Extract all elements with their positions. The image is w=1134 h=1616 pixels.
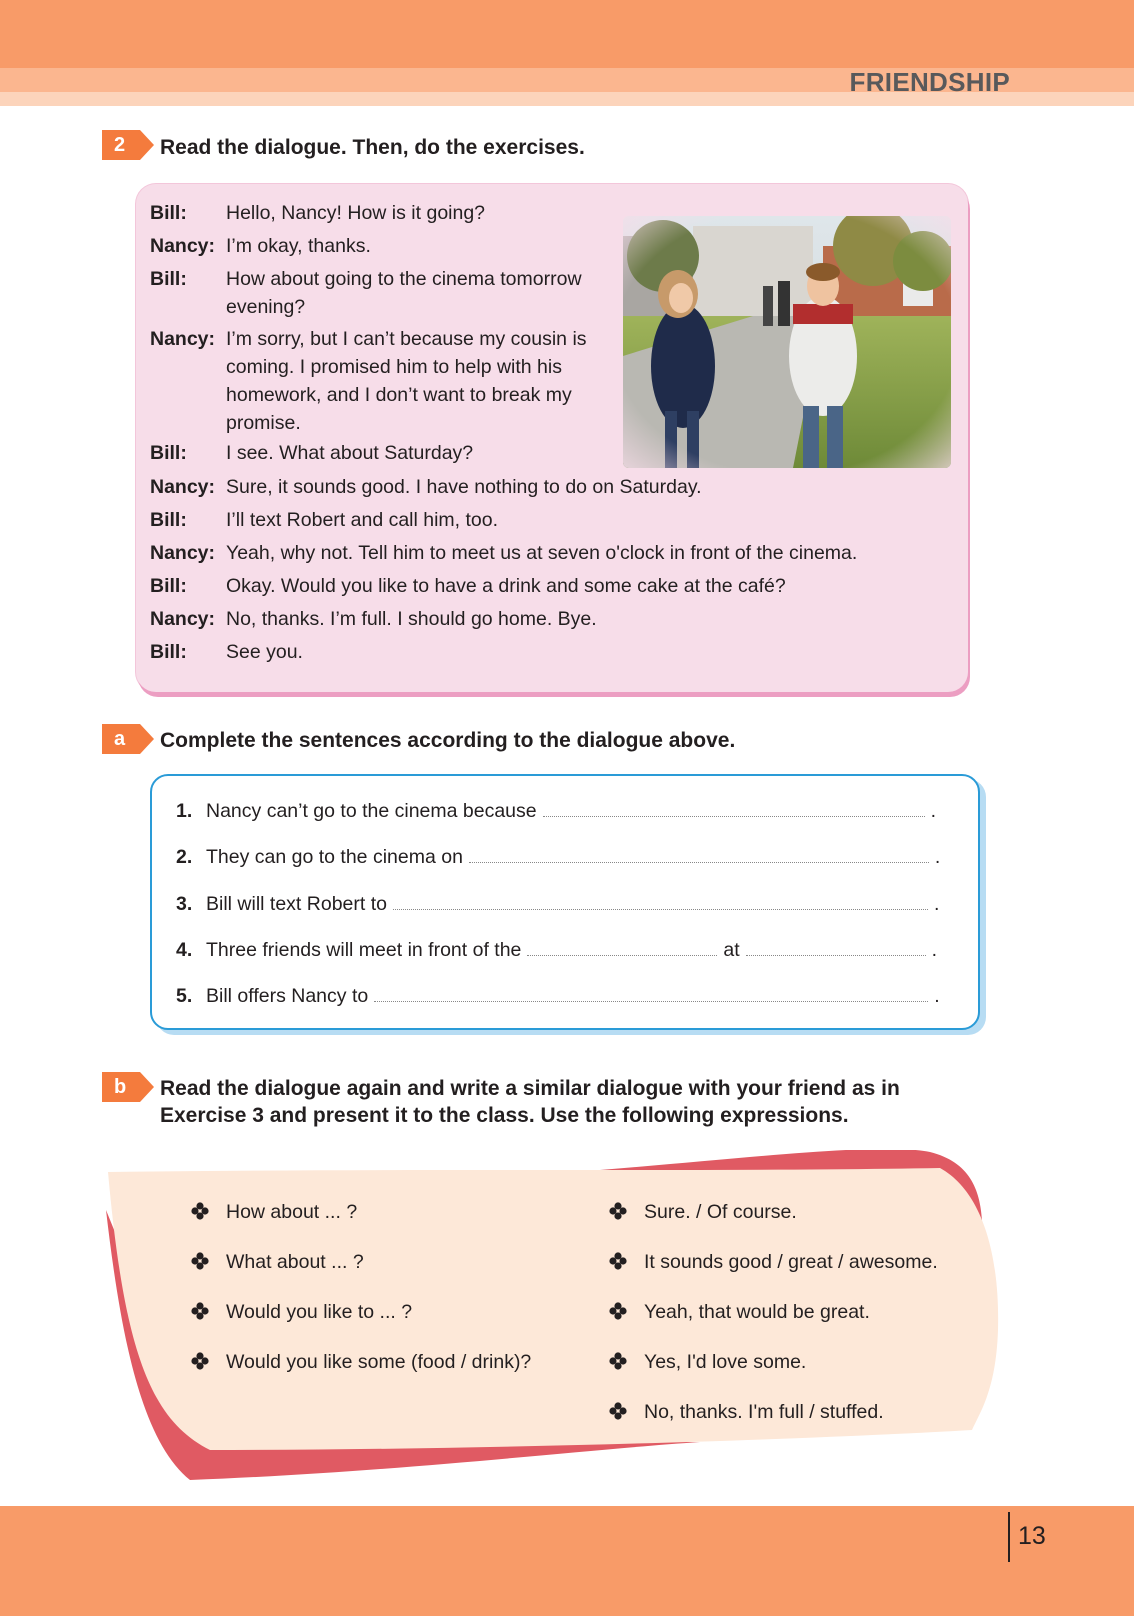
item-number: 2. <box>176 846 193 868</box>
completion-item <box>176 889 956 919</box>
expression-right <box>608 1248 938 1276</box>
clover-bullet-icon <box>608 1351 628 1371</box>
speaker: Bill: <box>150 268 187 290</box>
dialogue-line <box>150 199 610 227</box>
exercise-a-instruction: Complete the sentences according to the dialogue above. <box>160 729 736 752</box>
dialogue-line <box>150 638 950 666</box>
item-end: . <box>934 985 940 1007</box>
exercise-2-instruction: Read the dialogue. Then, do the exercises. <box>160 136 585 159</box>
expression-text: Would you like to ... ? <box>226 1301 413 1323</box>
clover-bullet-icon <box>608 1251 628 1271</box>
dialogue-line <box>150 605 950 633</box>
dialogue-line <box>150 325 610 437</box>
answer-blank[interactable] <box>746 935 926 956</box>
answer-blank[interactable] <box>469 842 929 863</box>
expression-text: How about ... ? <box>226 1201 358 1223</box>
exercise-a-badge: a <box>102 724 140 754</box>
clover-bullet-icon <box>190 1301 210 1321</box>
speaker: Bill: <box>150 442 187 464</box>
speaker: Nancy: <box>150 608 216 630</box>
expression-right <box>608 1348 806 1376</box>
dialogue-line <box>150 439 610 467</box>
item-text: They can go to the cinema on <box>206 846 463 868</box>
completion-item <box>176 935 956 965</box>
clover-bullet-icon <box>190 1251 210 1271</box>
line-text: Sure, it sounds good. I have nothing to do on Saturday. <box>226 476 702 498</box>
completion-item <box>176 842 956 872</box>
item-text: Nancy can’t go to the cinema because <box>206 800 537 822</box>
bottom-band <box>0 1506 1134 1616</box>
speaker: Nancy: <box>150 542 216 564</box>
item-number: 4. <box>176 939 193 961</box>
page-number: 13 <box>1018 1522 1046 1550</box>
completion-item <box>176 796 956 826</box>
item-number: 1. <box>176 800 193 822</box>
dialogue-line <box>150 572 950 600</box>
line-text: Okay. Would you like to have a drink and some cake at the café? <box>226 575 786 597</box>
line-text: Hello, Nancy! How is it going? <box>226 202 486 224</box>
expression-text: Yeah, that would be great. <box>644 1301 870 1323</box>
expression-right <box>608 1198 797 1226</box>
item-number: 5. <box>176 985 193 1007</box>
dialogue-box <box>136 184 968 692</box>
item-text: Bill offers Nancy to <box>206 985 369 1007</box>
expression-right <box>608 1298 870 1326</box>
clover-bullet-icon <box>608 1201 628 1221</box>
top-band <box>0 0 1134 68</box>
item-end: . <box>930 800 937 822</box>
expression-text: Would you like some (food / drink)? <box>226 1351 532 1373</box>
item-end: . <box>931 939 938 961</box>
speaker: Nancy: <box>150 328 216 350</box>
answer-blank[interactable] <box>393 889 928 910</box>
expression-right <box>608 1398 884 1426</box>
item-end: . <box>934 846 941 868</box>
item-number: 3. <box>176 893 193 915</box>
speaker: Nancy: <box>150 235 216 257</box>
line-text: I’m okay, thanks. <box>226 235 371 257</box>
expression-left <box>190 1198 357 1226</box>
expression-text: What about ... ? <box>226 1251 364 1273</box>
exercise-b-badge: b <box>102 1072 140 1102</box>
speaker: Bill: <box>150 575 187 597</box>
expression-text: Yes, I'd love some. <box>644 1351 807 1373</box>
completion-item <box>176 981 956 1011</box>
dialogue-line <box>150 473 950 501</box>
speaker: Bill: <box>150 641 187 663</box>
speaker: Bill: <box>150 509 187 531</box>
expression-text: No, thanks. I'm full / stuffed. <box>644 1401 884 1423</box>
line-text: I’ll text Robert and call him, too. <box>226 509 499 531</box>
item-end: . <box>933 893 940 915</box>
completion-box <box>150 774 980 1030</box>
line-text: See you. <box>226 641 303 663</box>
dialogue-line <box>150 232 610 260</box>
exercise-2-badge: 2 <box>102 130 140 160</box>
line-text: Yeah, why not. Tell him to meet us at seven o'clock in front of the cinema. <box>226 542 858 564</box>
expression-left <box>190 1298 412 1326</box>
answer-blank[interactable] <box>527 935 717 956</box>
dialogue-line <box>150 539 960 567</box>
line-text: How about going to the cinema tomorrow evening? <box>226 268 582 318</box>
line-text: No, thanks. I’m full. I should go home. Bye. <box>226 608 597 630</box>
clover-bullet-icon <box>608 1301 628 1321</box>
clover-bullet-icon <box>608 1401 628 1421</box>
line-text: I’m sorry, but I can’t because my cousin is coming. I promised him to help with his homework, and I don’t want to break my promise. <box>226 328 587 434</box>
item-text: Three friends will meet in front of the <box>206 939 522 961</box>
speaker: Nancy: <box>150 476 216 498</box>
dialogue-line <box>150 265 610 321</box>
expression-left <box>190 1348 531 1376</box>
expression-text: It sounds good / great / awesome. <box>644 1251 938 1273</box>
clover-bullet-icon <box>190 1201 210 1221</box>
answer-blank[interactable] <box>543 796 925 817</box>
answer-blank[interactable] <box>374 981 928 1002</box>
page-number-rule <box>1008 1512 1010 1562</box>
item-text: Bill will text Robert to <box>206 893 387 915</box>
dialogue-line <box>150 506 950 534</box>
speaker: Bill: <box>150 202 187 224</box>
exercise-b-instruction: Read the dialogue again and write a similar dialogue with your friend as in Exercise 3 and present it to the class. Use the following expressions. <box>160 1077 900 1127</box>
expression-text: Sure. / Of course. <box>644 1201 797 1223</box>
line-text: I see. What about Saturday? <box>226 442 474 464</box>
clover-bullet-icon <box>190 1351 210 1371</box>
friends-photo <box>623 216 951 468</box>
expression-left <box>190 1248 364 1276</box>
item-mid: at <box>723 939 740 961</box>
unit-title: FRIENDSHIP <box>849 67 1010 97</box>
